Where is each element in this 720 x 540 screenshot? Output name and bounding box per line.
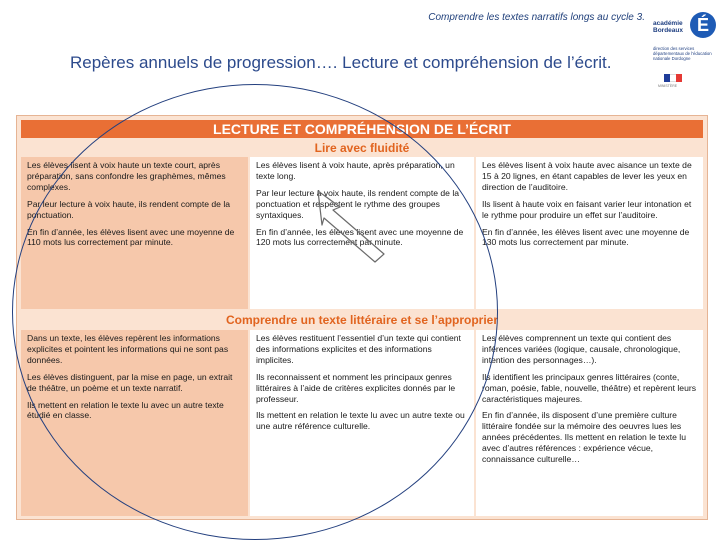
logo-wordmark xyxy=(653,20,683,34)
cell-paragraph: Par leur lecture à voix haute, ils rendent compte de la ponctuation et respectent le rythme des groupes syntaxiques. xyxy=(256,187,460,220)
cell-paragraph: Ils reconnaissent et nomment les principaux genres littéraires à l’aide de critères explicites donnés par le professeur. xyxy=(256,371,456,404)
cell-paragraph: Ils mettent en relation le texte lu avec un autre texte étudié en classe. xyxy=(27,399,224,421)
table-cell xyxy=(21,157,248,309)
table-cell xyxy=(250,330,474,516)
cell-paragraph: Ils mettent en relation le texte lu avec un autre texte ou une autre référence culturelle. xyxy=(256,410,465,432)
slide-title: Repères annuels de progression…. Lecture et compréhension de l’écrit. xyxy=(70,53,612,72)
section-heading-fluidite: Lire avec fluidité xyxy=(21,140,703,156)
french-flag-icon xyxy=(664,74,682,82)
section-heading-comprendre: Comprendre un texte littéraire et se l’approprier xyxy=(21,312,703,328)
academie-logo xyxy=(650,8,718,88)
cell-paragraph: Dans un texte, les élèves repèrent les informations explicites et pointent les informations qui ne sont pas données. xyxy=(27,333,229,365)
table-cell xyxy=(21,330,248,516)
header-note: Comprendre les textes narratifs longs au cycle 3. xyxy=(428,12,645,23)
table-cell xyxy=(250,157,474,309)
table-cell xyxy=(476,157,703,309)
cell-paragraph: Les élèves comprennent un texte qui contient des inférences variées (logique, causale, chronologique, intention des personnages…). xyxy=(482,333,681,365)
progression-table xyxy=(16,115,708,520)
cell-paragraph: Les élèves restituent l’essentiel d’un texte qui contient des informations explicites et des informations implicites. xyxy=(256,333,461,365)
cell-paragraph: En fin d’année, les élèves lisent avec une moyenne de 130 mots lus correctement par minute. xyxy=(482,226,690,248)
cell-paragraph: En fin d’année, les élèves lisent avec une moyenne de 120 mots lus correctement par minute. xyxy=(256,226,464,248)
cell-paragraph: Ils identifient les principaux genres littéraires (conte, roman, poésie, fable, nouvelle, théâtre) et repèrent leurs caractéristiques majeures. xyxy=(482,371,697,404)
table-title: LECTURE ET COMPRÉHENSION DE L’ÉCRIT xyxy=(21,120,703,138)
cell-paragraph: Les élèves lisent à voix haute avec aisance un texte de 15 à 20 lignes, en étant capables de lever les yeux en direction de l’auditoire. xyxy=(482,160,692,192)
logo-line-1: académie xyxy=(653,20,683,27)
logo-line-2: Bordeaux xyxy=(653,27,683,34)
logo-e-icon: É xyxy=(690,12,716,38)
cell-paragraph: En fin d’année, les élèves lisent avec une moyenne de 110 mots lus correctement par minute. xyxy=(27,226,235,248)
cell-paragraph: Par leur lecture à voix haute, ils rendent compte de la ponctuation. xyxy=(27,198,231,220)
table-cell xyxy=(476,330,703,516)
cell-paragraph: Ils lisent à haute voix en faisant varier leur intonation et le rythme pour produire un effet sur l’auditoire. xyxy=(482,198,692,220)
logo-ministry: MINISTÈRE xyxy=(658,84,678,88)
cell-paragraph: En fin d’année, ils disposent d’une première culture littéraire fondée sur la mémoire des oeuvres lues les années précédentes. Ils mettent en relation le texte lu avec d’autres références : expérience vécue, connaissance culturelle… xyxy=(482,410,686,465)
logo-subtitle: direction des services départementaux de l'éducation nationale Dordogne xyxy=(653,46,712,61)
cell-paragraph: Les élèves lisent à voix haute, après préparation, un texte long. xyxy=(256,160,455,181)
cell-paragraph: Les élèves distinguent, par la mise en page, un extrait de théâtre, un poème et un texte narratif. xyxy=(27,371,233,393)
cell-paragraph: Les élèves lisent à voix haute un texte court, après préparation, sans confondre les graphèmes, mêmes complexes. xyxy=(27,160,226,192)
